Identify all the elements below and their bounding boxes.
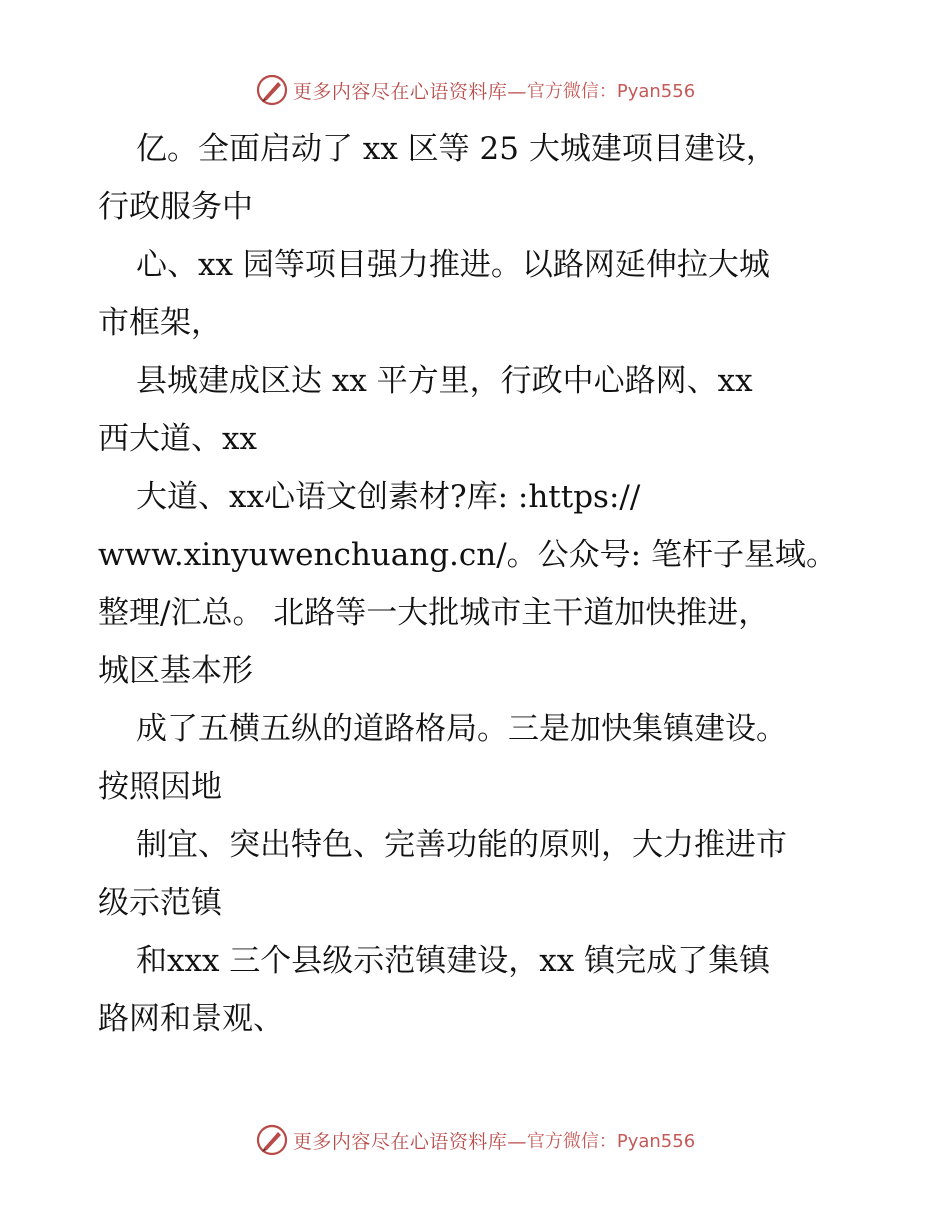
text-line: 和xxx 三个县级示范镇建设，xx 镇完成了集镇 — [136, 943, 771, 979]
header-banner-text: 更多内容尽在心语资料库— — [292, 80, 527, 103]
footer-banner-wechat: 官方微信：Pyan556 — [526, 1131, 696, 1152]
text-line: 行政服务中 — [98, 189, 253, 225]
text-line: 按照因地 — [98, 769, 222, 805]
body-text — [98, 120, 858, 1048]
text-line: 城区基本形 — [98, 653, 253, 689]
header-banner-wechat: 官方微信：Pyan556 — [526, 81, 696, 102]
text-line: 市框架， — [98, 305, 222, 341]
text-line: 西大道、xx — [98, 421, 257, 457]
text-line: 亿。全面启动了 xx 区等 25 大城建项目建设， — [136, 131, 777, 167]
text-line: 制宜、突出特色、完善功能的原则，大力推进市 — [136, 827, 787, 863]
text-line: 成了五横五纵的道路格局。三是加快集镇建设。 — [136, 711, 787, 747]
text-line: 心、xx 园等项目强力推进。以路网延伸拉大城 — [136, 247, 770, 283]
footer-banner-text: 更多内容尽在心语资料库— — [292, 1130, 527, 1153]
quill-pen-logo-icon — [255, 73, 289, 107]
text-line: 级示范镇 — [98, 885, 222, 921]
text-line: 整理/汇总。 北路等一大批城市主干道加快推进， — [98, 595, 770, 631]
text-line: 路网和景观、 — [98, 1001, 284, 1037]
footer-banner — [0, 1120, 950, 1160]
quill-pen-logo-icon — [255, 1123, 289, 1157]
text-line: www.xinyuwenchuang.cn/。公众号: 笔杆子星域。 — [98, 537, 837, 573]
header-banner — [0, 70, 950, 110]
text-line: 大道、xx心语文创素材?库: :https:// — [136, 479, 641, 515]
text-line: 县城建成区达 xx 平方里，行政中心路网、xx — [136, 363, 753, 399]
